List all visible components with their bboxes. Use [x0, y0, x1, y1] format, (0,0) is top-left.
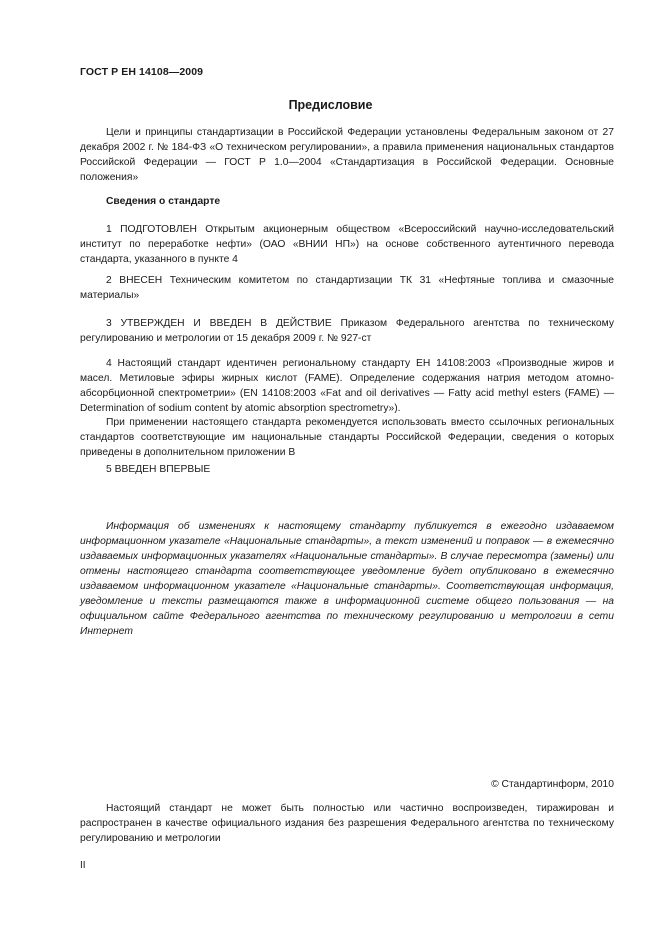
copyright-line: © Стандартинформ, 2010 — [491, 779, 614, 790]
item-1-paragraph: 1 ПОДГОТОВЛЕН Открытым акционерным обществом «Всероссийский научно-исследовательский институт по переработке нефти» (ОАО «ВНИИ НП») на основе собственного аутентичного перевода стандарта, указанного в пункте 4 — [80, 224, 614, 265]
section-heading: Сведения о стандарте — [106, 196, 221, 207]
page-title: Предисловие — [288, 98, 373, 112]
item-2-paragraph: 2 ВНЕСЕН Техническим комитетом по стандартизации ТК 31 «Нефтяные топлива и смазочные материалы» — [80, 275, 614, 301]
page-number: II — [80, 860, 86, 871]
reproduction-paragraph: Настоящий стандарт не может быть полностью или частично воспроизведен, тиражирован и распространен в качестве официального издания без разрешения Федерального агентства по техническому регулированию и метрологии — [80, 803, 614, 844]
item-3-paragraph: 3 УТВЕРЖДЕН И ВВЕДЕН В ДЕЙСТВИЕ Приказом Федерального агентства по техническому регулированию и метрологии от 15 декабря 2009 г. № 927-ст — [80, 318, 614, 344]
item-4-note-paragraph: При применении настоящего стандарта рекомендуется использовать вместо ссылочных региональных стандартов соответствующие им национальные стандарты Российской Федерации, сведения о которых приведены в дополнительном приложении В — [80, 417, 614, 458]
intro-paragraph: Цели и принципы стандартизации в Российской Федерации установлены Федеральным законом от 27 декабря 2002 г. № 184-ФЗ «О техническом регулировании», а правила применения национальных стандартов Российской Федерации — ГОСТ Р 1.0—2004 «Стандартизация в Российской Федерации. Основные положения» — [80, 127, 614, 183]
item-5-paragraph: 5 ВВЕДЕН ВПЕРВЫЕ — [106, 464, 211, 475]
document-code-header: ГОСТ Р ЕН 14108—2009 — [80, 66, 204, 78]
item-4-paragraph: 4 Настоящий стандарт идентичен региональному стандарту ЕН 14108:2003 «Производные жиров и масел. Метиловые эфиры жирных кислот (FAME). Определение содержания натрия методом атомно-абсорбционной спектрометрии» (EN 14108:2003 «Fat and oil derivatives — Fatty acid methyl esters (FAME) — Determination of sodium content by atomic absorption spectrometry»). — [80, 358, 614, 414]
notice-paragraph: Информация об изменениях к настоящему стандарту публикуется в ежегодно издаваемом информационном указателе «Национальные стандарты», а текст изменений и поправок — в ежемесячно издаваемых информационных указателях «Национальные стандарты». В случае пересмотра (замены) или отмены настоящего стандарта соответствующее уведомление будет опубликовано в ежемесячно издаваемом информационном указателе «Национальные стандарты». Соответствующая информация, уведомление и тексты размещаются также в информационной системе общего пользования — на официальном сайте Федерального агентства по техническому регулированию и метрологии в сети Интернет — [80, 521, 614, 637]
